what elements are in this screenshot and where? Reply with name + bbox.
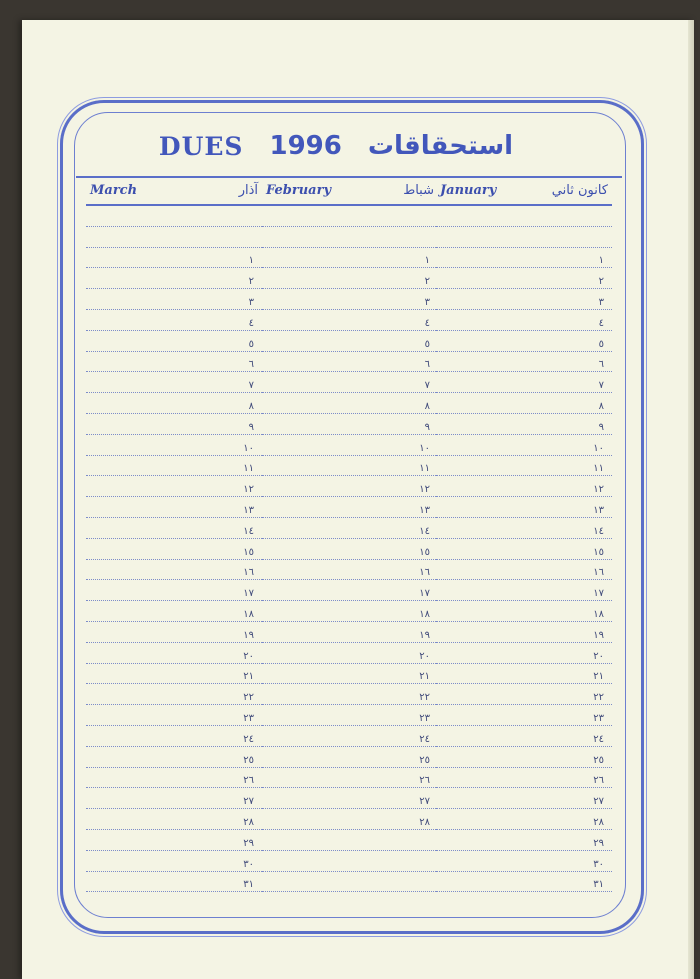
title-english: DUES [158, 131, 244, 161]
day-number: ٢١ [243, 671, 254, 683]
day-row [262, 788, 438, 809]
day-number: ٢٨ [593, 816, 604, 828]
blank-row [262, 227, 438, 248]
day-number: ٣٠ [593, 858, 604, 870]
day-number: ٧ [424, 380, 430, 392]
day-number: ١٩ [419, 629, 430, 641]
day-number: ٢٥ [593, 754, 604, 766]
day-number: ٢٢ [419, 692, 430, 704]
day-number: ٢٦ [593, 775, 604, 787]
day-number: ١١ [243, 463, 254, 475]
day-number: ٧ [598, 380, 604, 392]
day-row [86, 456, 262, 477]
day-row [436, 601, 612, 622]
month-english: March [90, 182, 138, 198]
day-number: ٢٧ [593, 796, 604, 808]
day-number: ١٧ [419, 588, 430, 600]
day-number: ١٧ [243, 588, 254, 600]
day-row [86, 414, 262, 435]
day-number: ١ [598, 255, 604, 267]
day-row [262, 747, 438, 768]
day-number: ٦ [424, 359, 430, 371]
blank-row [86, 227, 262, 248]
day-number: ٢٤ [243, 733, 254, 745]
day-number: ١٦ [243, 567, 254, 579]
day-number: ٢٢ [593, 692, 604, 704]
day-row [436, 747, 612, 768]
day-number: ١٥ [593, 546, 604, 558]
day-row [262, 372, 438, 393]
day-row [262, 518, 438, 539]
day-row [262, 248, 438, 269]
day-row [86, 809, 262, 830]
day-number: ٢٢ [243, 692, 254, 704]
day-row [86, 372, 262, 393]
month-english: January [440, 182, 497, 198]
day-row [436, 809, 612, 830]
day-row [86, 601, 262, 622]
column-header [86, 176, 262, 206]
day-number: ١٣ [593, 504, 604, 516]
day-number: ٤ [598, 317, 604, 329]
day-number: ٥ [424, 338, 430, 350]
day-row [262, 456, 438, 477]
day-number: ١٠ [593, 442, 604, 454]
title-year: 1996 [269, 131, 342, 161]
day-row [86, 539, 262, 560]
day-row [436, 414, 612, 435]
day-row [436, 289, 612, 310]
day-row [262, 414, 438, 435]
day-number: ٢٣ [243, 712, 254, 724]
day-number: ٢٨ [419, 816, 430, 828]
day-row [86, 476, 262, 497]
day-row [436, 248, 612, 269]
day-number: ٢٠ [593, 650, 604, 662]
month-arabic: كانون ثاني [551, 182, 608, 198]
day-row [86, 830, 262, 851]
day-number: ١٧ [593, 588, 604, 600]
day-row [262, 393, 438, 414]
day-number: ١٩ [593, 629, 604, 641]
day-number: ١٤ [419, 525, 430, 537]
day-number: ٢٠ [243, 650, 254, 662]
day-number: ١٨ [419, 608, 430, 620]
day-number: ٢٨ [243, 816, 254, 828]
day-number: ٢١ [419, 671, 430, 683]
day-number: ٨ [424, 400, 430, 412]
day-number: ١٢ [593, 484, 604, 496]
day-number: ١١ [593, 463, 604, 475]
day-row [436, 872, 612, 893]
day-row [436, 726, 612, 747]
day-row [86, 268, 262, 289]
day-row [262, 268, 438, 289]
day-number: ١ [248, 255, 254, 267]
day-number: ١٦ [593, 567, 604, 579]
day-number: ٢ [424, 276, 430, 288]
day-row [262, 872, 438, 893]
month-arabic: آذار [238, 182, 258, 198]
column-header [262, 176, 438, 206]
day-number: ٢٩ [593, 837, 604, 849]
day-row [436, 622, 612, 643]
day-row [86, 872, 262, 893]
day-row [262, 664, 438, 685]
day-number: ٨ [248, 400, 254, 412]
day-number: ٢٣ [593, 712, 604, 724]
day-row [436, 331, 612, 352]
blank-row [262, 206, 438, 227]
day-number: ٢٥ [419, 754, 430, 766]
day-row [262, 601, 438, 622]
day-row [86, 289, 262, 310]
day-number: ٩ [424, 421, 430, 433]
day-number: ١٢ [419, 484, 430, 496]
column-february [262, 176, 438, 892]
day-row [86, 248, 262, 269]
day-row [436, 539, 612, 560]
day-number: ١٤ [243, 525, 254, 537]
day-row [436, 768, 612, 789]
column-header [436, 176, 612, 206]
day-number: ٢٥ [243, 754, 254, 766]
day-row [86, 435, 262, 456]
day-row [436, 664, 612, 685]
day-row [436, 684, 612, 705]
day-number: ١٠ [243, 442, 254, 454]
day-number: ٧ [248, 380, 254, 392]
day-row [262, 643, 438, 664]
day-rows [262, 206, 438, 892]
day-number: ٣ [424, 296, 430, 308]
day-row [262, 539, 438, 560]
day-number: ٢ [598, 276, 604, 288]
day-number: ٣١ [243, 879, 254, 891]
day-number: ٣ [598, 296, 604, 308]
day-number: ١٣ [243, 504, 254, 516]
day-row [436, 518, 612, 539]
day-row [436, 476, 612, 497]
blank-row [436, 206, 612, 227]
day-row [86, 497, 262, 518]
day-number: ١٨ [593, 608, 604, 620]
day-number: ٢٧ [419, 796, 430, 808]
day-row [86, 331, 262, 352]
day-row [436, 643, 612, 664]
day-row [86, 664, 262, 685]
day-row [436, 352, 612, 373]
day-row [436, 372, 612, 393]
page-edge [688, 20, 694, 979]
day-row [436, 268, 612, 289]
day-number: ٢٧ [243, 796, 254, 808]
day-row [86, 747, 262, 768]
day-number: ٢٤ [593, 733, 604, 745]
day-number: ٢٣ [419, 712, 430, 724]
day-row [262, 352, 438, 373]
column-march [86, 176, 262, 892]
day-row [86, 560, 262, 581]
day-number: ١٩ [243, 629, 254, 641]
day-rows [86, 206, 262, 892]
title-arabic: استحقاقات [367, 131, 514, 161]
day-rows [436, 206, 612, 892]
blank-row [86, 206, 262, 227]
day-number: ١٦ [419, 567, 430, 579]
day-number: ٢ [248, 276, 254, 288]
day-row [262, 809, 438, 830]
day-row [262, 684, 438, 705]
page-title [0, 128, 672, 164]
day-number: ١١ [419, 463, 430, 475]
day-row [262, 622, 438, 643]
month-english: February [266, 182, 332, 198]
day-number: ٩ [248, 421, 254, 433]
day-number: ٢٩ [243, 837, 254, 849]
day-number: ٩ [598, 421, 604, 433]
day-row [262, 560, 438, 581]
day-number: ٢٠ [419, 650, 430, 662]
day-row [86, 726, 262, 747]
day-row [436, 580, 612, 601]
day-number: ٦ [598, 359, 604, 371]
day-number: ٢١ [593, 671, 604, 683]
day-row [436, 310, 612, 331]
day-row [86, 310, 262, 331]
day-row [262, 331, 438, 352]
day-row [86, 518, 262, 539]
day-number: ٣١ [593, 879, 604, 891]
day-row [262, 726, 438, 747]
day-row [436, 393, 612, 414]
day-row [86, 580, 262, 601]
day-number: ٤ [424, 317, 430, 329]
day-row [262, 435, 438, 456]
column-january [436, 176, 612, 892]
day-number: ١٥ [419, 546, 430, 558]
day-number: ١٢ [243, 484, 254, 496]
day-row [436, 788, 612, 809]
day-row [86, 622, 262, 643]
day-number: ٣ [248, 296, 254, 308]
day-number: ٨ [598, 400, 604, 412]
day-row [86, 352, 262, 373]
day-row [86, 705, 262, 726]
day-row [86, 788, 262, 809]
month-arabic: شباط [403, 182, 434, 198]
day-row [262, 497, 438, 518]
day-number: ٣٠ [243, 858, 254, 870]
day-number: ٥ [598, 338, 604, 350]
day-row [436, 435, 612, 456]
day-row [436, 830, 612, 851]
day-row [262, 310, 438, 331]
day-number: ٥ [248, 338, 254, 350]
day-row [436, 851, 612, 872]
blank-row [436, 227, 612, 248]
day-number: ١ [424, 255, 430, 267]
day-row [262, 476, 438, 497]
day-number: ٤ [248, 317, 254, 329]
day-number: ٢٤ [419, 733, 430, 745]
day-row [262, 580, 438, 601]
day-number: ١٥ [243, 546, 254, 558]
day-number: ٢٦ [243, 775, 254, 787]
day-row [436, 705, 612, 726]
day-number: ١٨ [243, 608, 254, 620]
day-row [262, 851, 438, 872]
day-row [86, 851, 262, 872]
day-row [262, 768, 438, 789]
day-row [262, 705, 438, 726]
day-number: ٦ [248, 359, 254, 371]
day-number: ١٤ [593, 525, 604, 537]
day-row [86, 643, 262, 664]
day-row [262, 289, 438, 310]
day-row [86, 393, 262, 414]
day-row [86, 768, 262, 789]
day-row [436, 560, 612, 581]
day-row [436, 497, 612, 518]
day-number: ٢٦ [419, 775, 430, 787]
day-row [86, 684, 262, 705]
day-number: ١٠ [419, 442, 430, 454]
day-row [262, 830, 438, 851]
day-row [436, 456, 612, 477]
day-number: ١٣ [419, 504, 430, 516]
